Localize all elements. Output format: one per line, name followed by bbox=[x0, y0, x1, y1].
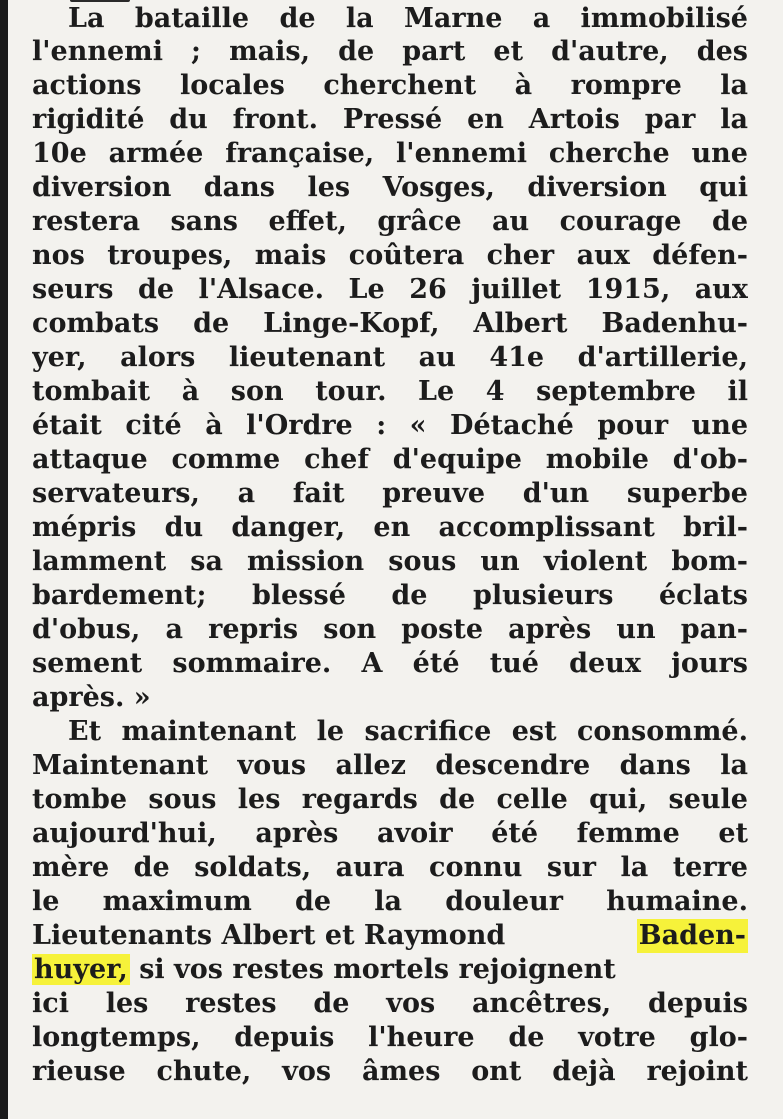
text-line: servateurs, a fait preuve d'un superbe bbox=[32, 478, 748, 509]
text-line: combats de Linge-Kopf, Albert Badenhu- bbox=[32, 308, 748, 339]
text-segment: si vos restes mortels rejoignent bbox=[129, 954, 616, 985]
left-column-rule bbox=[0, 0, 8, 1119]
text-line: bardement; blessé de plusieurs éclats bbox=[32, 580, 748, 611]
text-line: yer, alors lieutenant au 41e d'artillerie, bbox=[32, 342, 748, 373]
text-segment: Lieutenants Albert et Raymond bbox=[32, 920, 506, 951]
text-line: aujourd'hui, après avoir été femme et bbox=[32, 818, 748, 849]
text-line-with-highlight bbox=[32, 919, 748, 953]
text-line: mère de soldats, aura connu sur la terre bbox=[32, 852, 748, 883]
text-line: 10e armée française, l'ennemi cherche une bbox=[32, 138, 748, 169]
text-line: après. » bbox=[32, 682, 151, 713]
text-line: nos troupes, mais coûtera cher aux défen- bbox=[32, 240, 748, 271]
text-line: mépris du danger, en accomplissant bril- bbox=[32, 512, 748, 543]
text-line-with-highlight bbox=[32, 953, 748, 987]
text-line: actions locales cherchent à rompre la bbox=[32, 70, 748, 101]
text-line: était cité à l'Ordre : « Détaché pour une bbox=[32, 410, 748, 441]
text-line: Maintenant vous allez descendre dans la bbox=[32, 750, 748, 781]
text-line: tombe sous les regards de celle qui, seule bbox=[32, 784, 748, 815]
text-line: ici les restes de vos ancêtres, depuis bbox=[32, 988, 748, 1019]
highlighted-search-term: huyer, bbox=[34, 954, 128, 985]
text-line: l'ennemi ; mais, de part et d'autre, des bbox=[32, 36, 748, 67]
text-line: lamment sa mission sous un violent bom- bbox=[32, 546, 748, 577]
text-line: attaque comme chef d'equipe mobile d'ob- bbox=[32, 444, 748, 475]
text-line: longtemps, depuis l'heure de votre glo- bbox=[32, 1022, 748, 1053]
text-line: seurs de l'Alsace. Le 26 juillet 1915, aux bbox=[32, 274, 748, 305]
article-column bbox=[32, 0, 748, 1119]
text-line: le maximum de la douleur humaine. bbox=[32, 886, 748, 917]
text-line: La bataille de la Marne a immobilisé bbox=[68, 3, 748, 34]
text-line: sement sommaire. A été tué deux jours bbox=[32, 648, 748, 679]
text-line: tombait à son tour. Le 4 septembre il bbox=[32, 376, 748, 407]
text-line: diversion dans les Vosges, diversion qui bbox=[32, 172, 748, 203]
text-line: restera sans effet, grâce au courage de bbox=[32, 206, 748, 237]
text-line: rieuse chute, vos âmes ont dejà rejoint bbox=[32, 1056, 748, 1087]
text-line: Et maintenant le sacrifice est consommé. bbox=[68, 716, 748, 747]
text-line: rigidité du front. Pressé en Artois par la bbox=[32, 104, 748, 135]
highlighted-search-term: Baden- bbox=[638, 920, 746, 951]
text-line: d'obus, a repris son poste après un pan- bbox=[32, 614, 748, 645]
